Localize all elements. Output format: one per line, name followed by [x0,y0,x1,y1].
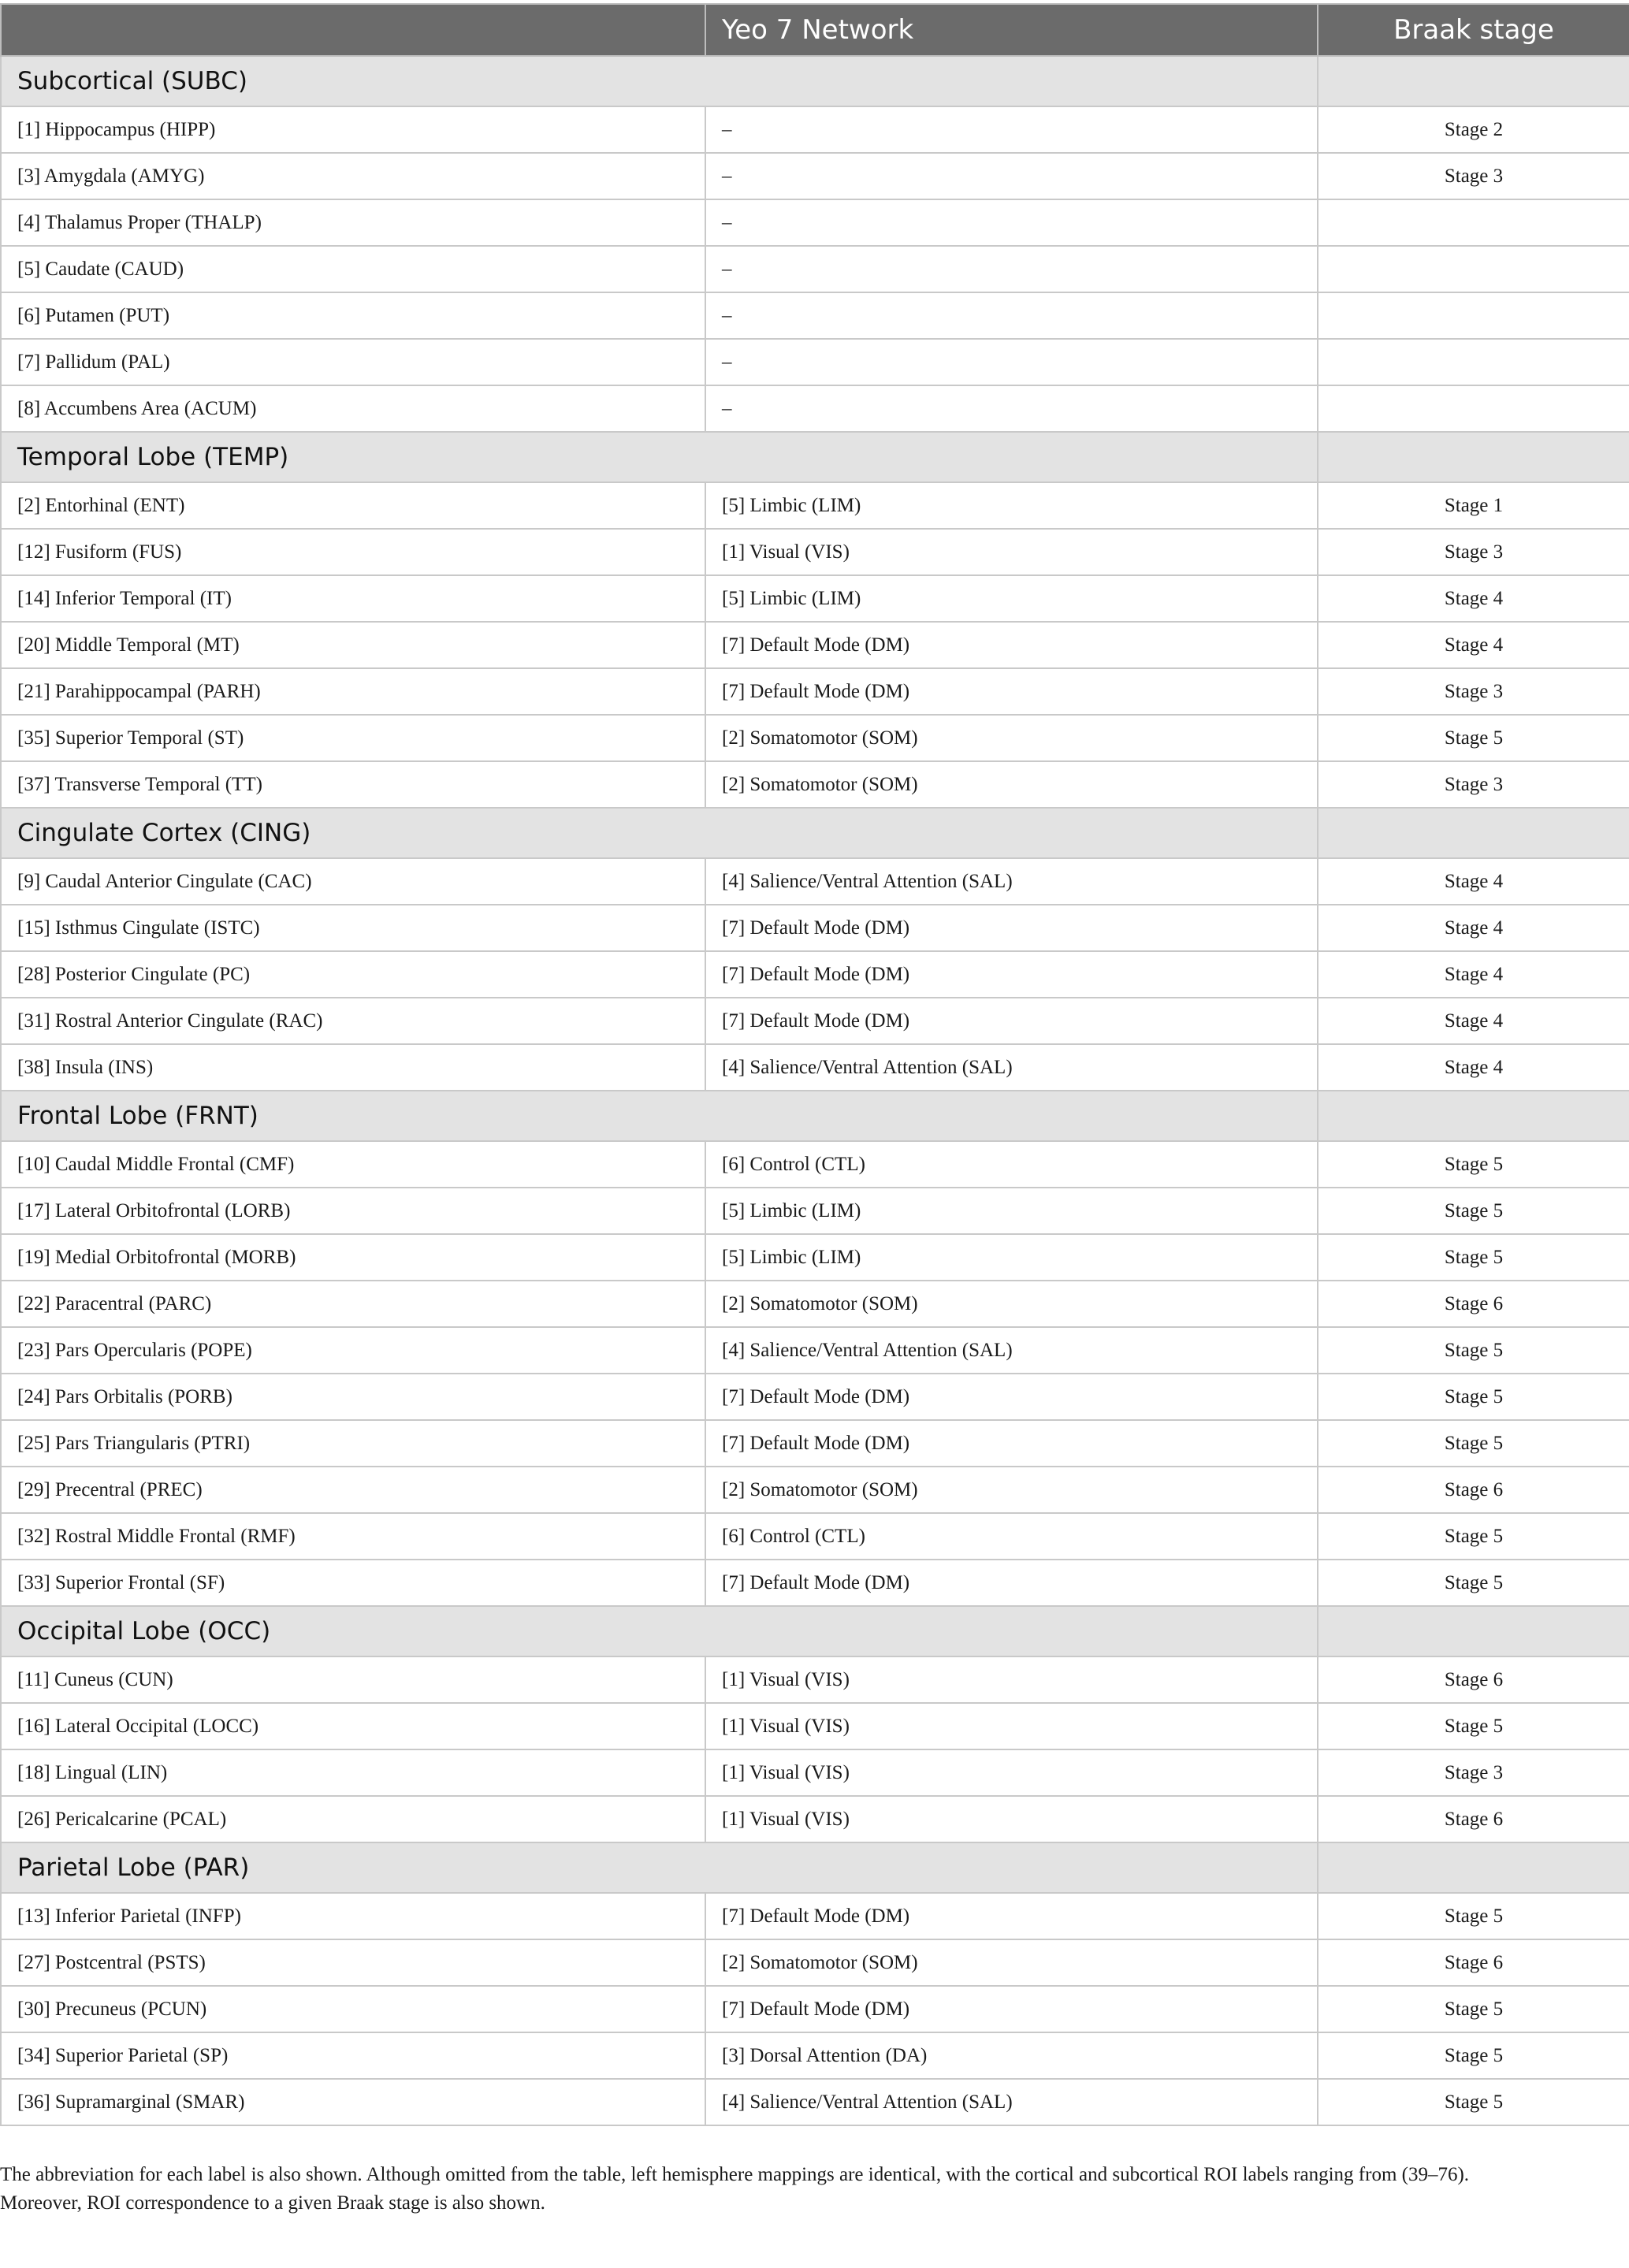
table-row [1,1703,1629,1749]
group-title: Frontal Lobe (FRNT) [1,1091,1318,1141]
roi-cell: [22] Paracentral (PARC) [1,1281,705,1327]
table-row [1,1656,1629,1703]
header-yeo-network: Yeo 7 Network [705,4,1318,56]
table-row [1,858,1629,905]
braak-stage-cell: Stage 3 [1318,153,1629,199]
network-cell: [4] Salience/Ventral Attention (SAL) [705,858,1318,905]
network-cell: [7] Default Mode (DM) [705,1374,1318,1420]
braak-stage-cell: Stage 5 [1318,1560,1629,1606]
braak-stage-cell: Stage 4 [1318,905,1629,951]
table-row [1,1374,1629,1420]
table-row [1,153,1629,199]
braak-stage-cell: Stage 5 [1318,1374,1629,1420]
network-cell: [2] Somatomotor (SOM) [705,1281,1318,1327]
network-cell: [5] Limbic (LIM) [705,1188,1318,1234]
network-cell: [7] Default Mode (DM) [705,1986,1318,2032]
footnote-line-2: Moreover, ROI correspondence to a given Braak stage is also shown. [0,2192,545,2214]
braak-stage-cell: Stage 2 [1318,106,1629,153]
braak-stage-cell [1318,339,1629,385]
network-cell: [6] Control (CTL) [705,1141,1318,1188]
group-title: Subcortical (SUBC) [1,56,1318,106]
group-title: Cingulate Cortex (CING) [1,808,1318,858]
table-row [1,905,1629,951]
roi-cell: [23] Pars Opercularis (POPE) [1,1327,705,1374]
group-stage-cell [1318,1842,1629,1893]
network-cell: – [705,246,1318,292]
roi-cell: [18] Lingual (LIN) [1,1749,705,1796]
table-container [0,3,1629,2126]
roi-cell: [9] Caudal Anterior Cingulate (CAC) [1,858,705,905]
footnote-line-1: The abbreviation for each label is also shown. Although omitted from the table, left hemisphere mappings are identical, with the cortical and subcortical ROI labels ranging from (39–76). [0,2164,1470,2185]
braak-stage-cell: Stage 4 [1318,622,1629,668]
roi-cell: [31] Rostral Anterior Cingulate (RAC) [1,998,705,1044]
braak-stage-cell: Stage 5 [1318,1513,1629,1560]
roi-cell: [8] Accumbens Area (ACUM) [1,385,705,432]
network-cell: [1] Visual (VIS) [705,1703,1318,1749]
roi-cell: [28] Posterior Cingulate (PC) [1,951,705,998]
table-row [1,1420,1629,1467]
table-row [1,1234,1629,1281]
braak-stage-cell: Stage 6 [1318,1281,1629,1327]
table-row [1,1939,1629,1986]
table-row [1,482,1629,529]
roi-cell: [12] Fusiform (FUS) [1,529,705,575]
group-row [1,1842,1629,1893]
network-cell: [3] Dorsal Attention (DA) [705,2032,1318,2079]
table-row [1,199,1629,246]
roi-cell: [19] Medial Orbitofrontal (MORB) [1,1234,705,1281]
table-row [1,1188,1629,1234]
group-title: Occipital Lobe (OCC) [1,1606,1318,1656]
braak-stage-cell: Stage 5 [1318,1703,1629,1749]
group-stage-cell [1318,56,1629,106]
roi-cell: [27] Postcentral (PSTS) [1,1939,705,1986]
network-cell: – [705,339,1318,385]
braak-stage-cell [1318,199,1629,246]
header-roi [1,4,705,56]
braak-stage-cell [1318,292,1629,339]
table-row [1,1327,1629,1374]
network-cell: [1] Visual (VIS) [705,529,1318,575]
table-row [1,575,1629,622]
braak-stage-cell: Stage 5 [1318,1234,1629,1281]
braak-stage-cell: Stage 5 [1318,1893,1629,1939]
braak-stage-cell [1318,385,1629,432]
braak-stage-cell: Stage 5 [1318,2079,1629,2125]
group-stage-cell [1318,432,1629,482]
group-row [1,1606,1629,1656]
group-title: Temporal Lobe (TEMP) [1,432,1318,482]
roi-cell: [5] Caudate (CAUD) [1,246,705,292]
braak-stage-cell: Stage 5 [1318,1327,1629,1374]
table-row [1,292,1629,339]
table-row [1,668,1629,715]
network-cell: – [705,153,1318,199]
network-cell: [6] Control (CTL) [705,1513,1318,1560]
network-cell: – [705,106,1318,153]
roi-cell: [37] Transverse Temporal (TT) [1,761,705,808]
table-row [1,2079,1629,2125]
network-cell: [7] Default Mode (DM) [705,998,1318,1044]
roi-cell: [14] Inferior Temporal (IT) [1,575,705,622]
group-row [1,1091,1629,1141]
table-row [1,1467,1629,1513]
braak-stage-cell: Stage 3 [1318,529,1629,575]
braak-stage-cell: Stage 6 [1318,1467,1629,1513]
roi-cell: [17] Lateral Orbitofrontal (LORB) [1,1188,705,1234]
roi-cell: [34] Superior Parietal (SP) [1,2032,705,2079]
roi-cell: [11] Cuneus (CUN) [1,1656,705,1703]
table-row [1,1986,1629,2032]
roi-cell: [6] Putamen (PUT) [1,292,705,339]
table-row [1,715,1629,761]
table-row [1,2032,1629,2079]
roi-cell: [36] Supramarginal (SMAR) [1,2079,705,2125]
network-cell: – [705,292,1318,339]
header-row [1,4,1629,56]
braak-stage-cell [1318,246,1629,292]
braak-stage-cell: Stage 6 [1318,1656,1629,1703]
roi-cell: [33] Superior Frontal (SF) [1,1560,705,1606]
braak-stage-cell: Stage 3 [1318,668,1629,715]
table-body [1,56,1629,2125]
roi-cell: [13] Inferior Parietal (INFP) [1,1893,705,1939]
roi-cell: [3] Amygdala (AMYG) [1,153,705,199]
group-title: Parietal Lobe (PAR) [1,1842,1318,1893]
roi-cell: [38] Insula (INS) [1,1044,705,1091]
table-row [1,385,1629,432]
braak-stage-cell: Stage 4 [1318,858,1629,905]
group-stage-cell [1318,1091,1629,1141]
table-row [1,1513,1629,1560]
braak-stage-cell: Stage 4 [1318,575,1629,622]
roi-cell: [35] Superior Temporal (ST) [1,715,705,761]
braak-stage-cell: Stage 6 [1318,1939,1629,1986]
network-cell: [7] Default Mode (DM) [705,668,1318,715]
table-row [1,998,1629,1044]
table-row [1,1044,1629,1091]
table-row [1,1893,1629,1939]
network-cell: [2] Somatomotor (SOM) [705,1939,1318,1986]
table-row [1,761,1629,808]
network-cell: [7] Default Mode (DM) [705,1560,1318,1606]
network-cell: – [705,385,1318,432]
braak-stage-cell: Stage 3 [1318,1749,1629,1796]
roi-cell: [10] Caudal Middle Frontal (CMF) [1,1141,705,1188]
network-cell: [2] Somatomotor (SOM) [705,715,1318,761]
network-cell: [7] Default Mode (DM) [705,951,1318,998]
network-cell: [2] Somatomotor (SOM) [705,761,1318,808]
table-header [1,4,1629,56]
roi-cell: [32] Rostral Middle Frontal (RMF) [1,1513,705,1560]
table-row [1,1560,1629,1606]
braak-stage-cell: Stage 5 [1318,2032,1629,2079]
braak-stage-cell: Stage 5 [1318,1141,1629,1188]
table-row [1,106,1629,153]
network-cell: [4] Salience/Ventral Attention (SAL) [705,2079,1318,2125]
roi-cell: [24] Pars Orbitalis (PORB) [1,1374,705,1420]
group-stage-cell [1318,1606,1629,1656]
network-cell: – [705,199,1318,246]
group-row [1,432,1629,482]
braak-stage-cell: Stage 6 [1318,1796,1629,1842]
braak-stage-cell: Stage 3 [1318,761,1629,808]
table-row [1,1749,1629,1796]
roi-cell: [15] Isthmus Cingulate (ISTC) [1,905,705,951]
network-cell: [5] Limbic (LIM) [705,575,1318,622]
table-footnote [0,2161,1616,2218]
network-cell: [5] Limbic (LIM) [705,482,1318,529]
braak-stage-cell: Stage 5 [1318,1188,1629,1234]
roi-cell: [21] Parahippocampal (PARH) [1,668,705,715]
roi-mapping-table [0,3,1629,2126]
network-cell: [5] Limbic (LIM) [705,1234,1318,1281]
roi-cell: [29] Precentral (PREC) [1,1467,705,1513]
roi-cell: [7] Pallidum (PAL) [1,339,705,385]
roi-cell: [30] Precuneus (PCUN) [1,1986,705,2032]
table-row [1,339,1629,385]
network-cell: [1] Visual (VIS) [705,1749,1318,1796]
table-row [1,246,1629,292]
table-row [1,1141,1629,1188]
braak-stage-cell: Stage 4 [1318,1044,1629,1091]
network-cell: [4] Salience/Ventral Attention (SAL) [705,1327,1318,1374]
table-row [1,622,1629,668]
roi-cell: [1] Hippocampus (HIPP) [1,106,705,153]
network-cell: [7] Default Mode (DM) [705,1420,1318,1467]
roi-cell: [16] Lateral Occipital (LOCC) [1,1703,705,1749]
network-cell: [7] Default Mode (DM) [705,905,1318,951]
table-row [1,529,1629,575]
header-braak-stage: Braak stage [1318,4,1629,56]
network-cell: [1] Visual (VIS) [705,1796,1318,1842]
braak-stage-cell: Stage 5 [1318,1986,1629,2032]
roi-cell: [25] Pars Triangularis (PTRI) [1,1420,705,1467]
network-cell: [7] Default Mode (DM) [705,622,1318,668]
network-cell: [7] Default Mode (DM) [705,1893,1318,1939]
braak-stage-cell: Stage 4 [1318,998,1629,1044]
table-row [1,1796,1629,1842]
braak-stage-cell: Stage 1 [1318,482,1629,529]
braak-stage-cell: Stage 5 [1318,715,1629,761]
roi-cell: [26] Pericalcarine (PCAL) [1,1796,705,1842]
group-stage-cell [1318,808,1629,858]
roi-cell: [20] Middle Temporal (MT) [1,622,705,668]
braak-stage-cell: Stage 4 [1318,951,1629,998]
network-cell: [1] Visual (VIS) [705,1656,1318,1703]
roi-cell: [2] Entorhinal (ENT) [1,482,705,529]
table-row [1,951,1629,998]
braak-stage-cell: Stage 5 [1318,1420,1629,1467]
group-row [1,56,1629,106]
table-row [1,1281,1629,1327]
network-cell: [2] Somatomotor (SOM) [705,1467,1318,1513]
roi-cell: [4] Thalamus Proper (THALP) [1,199,705,246]
network-cell: [4] Salience/Ventral Attention (SAL) [705,1044,1318,1091]
group-row [1,808,1629,858]
